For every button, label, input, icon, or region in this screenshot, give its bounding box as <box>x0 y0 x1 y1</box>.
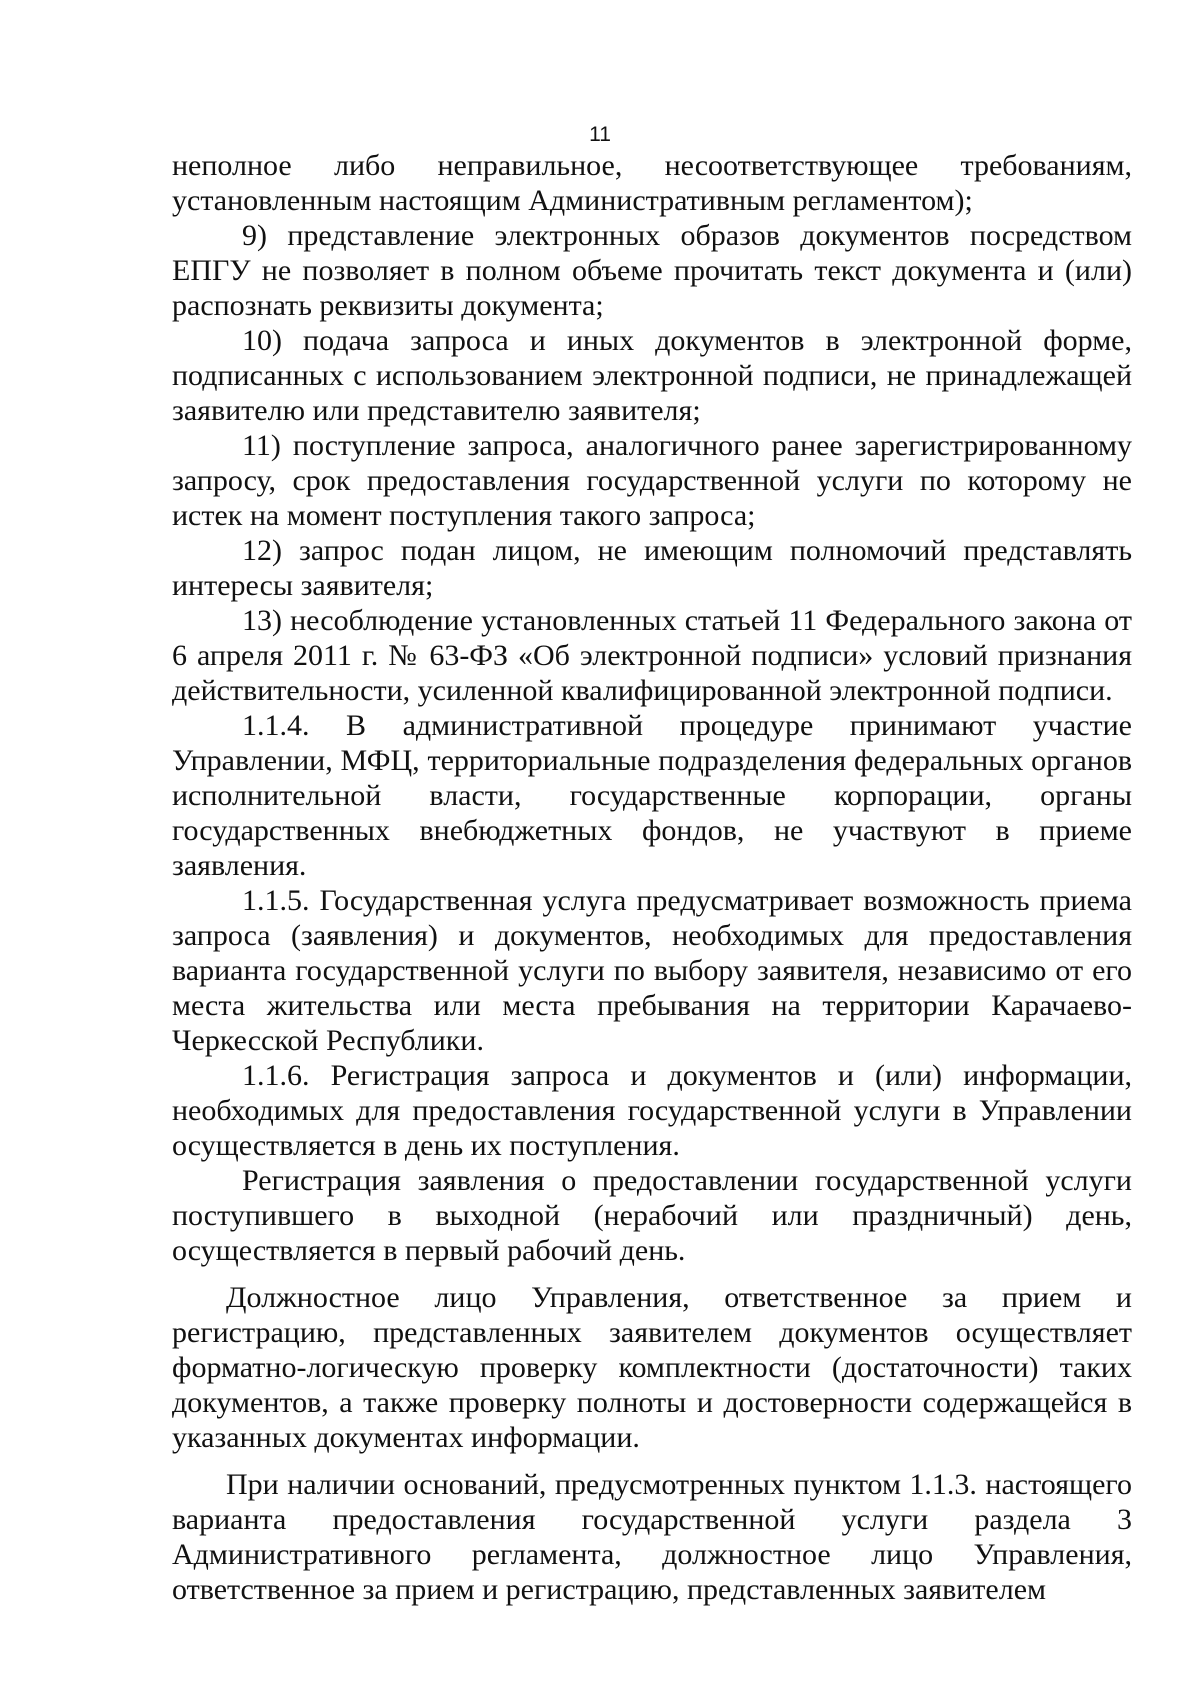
paragraph: При наличии оснований, предусмотренных пунктом 1.1.3. настоящего варианта предоставления государственной услуги раздела 3 Административного регламента, должностное лицо Управления, ответственное за прием и регистрацию, представленных заявителем <box>172 1468 1132 1606</box>
paragraph: 12) запрос подан лицом, не имеющим полномочий представлять интересы заявителя; <box>172 534 1132 602</box>
paragraph: 1.1.6. Регистрация запроса и документов и (или) информации, необходимых для предоставления государственной услуги в Управлении осуществляется в день их поступления. <box>172 1059 1132 1162</box>
paragraph: 9) представление электронных образов документов посредством ЕПГУ не позволяет в полном объеме прочитать текст документа и (или) распознать реквизиты документа; <box>172 219 1132 322</box>
page-number: 11 <box>589 123 611 146</box>
paragraph: 13) несоблюдение установленных статьей 11 Федерального закона от 6 апреля 2011 г. № 63-ФЗ «Об электронной подписи» условий признания действительности, усиленной квалифицированной электронной подписи. <box>172 604 1132 707</box>
paragraph: 10) подача запроса и иных документов в электронной форме, подписанных с использованием электронной подписи, не принадлежащей заявителю или представителю заявителя; <box>172 324 1132 427</box>
document-body <box>172 148 1132 1607</box>
paragraph: 11) поступление запроса, аналогичного ранее зарегистрированному запросу, срок предоставления государственной услуги по которому не истек на момент поступления такого запроса; <box>172 429 1132 532</box>
paragraph: 1.1.5. Государственная услуга предусматривает возможность приема запроса (заявления) и документов, необходимых для предоставления варианта государственной услуги по выбору заявителя, независимо от его места жительства или места пребывания на территории Карачаево-Черкесской Республики. <box>172 884 1132 1057</box>
paragraph: 1.1.4. В административной процедуре принимают участие Управлении, МФЦ, территориальные подразделения федеральных органов исполнительной власти, государственные корпорации, органы государственных внебюджетных фондов, не участвуют в приеме заявления. <box>172 709 1132 882</box>
paragraph: Должностное лицо Управления, ответственное за прием и регистрацию, представленных заявителем документов осуществляет форматно-логическую проверку комплектности (достаточности) таких документов, а также проверку полноты и достоверности содержащейся в указанных документах информации. <box>172 1281 1132 1454</box>
paragraph: неполное либо неправильное, несоответствующее требованиям, установленным настоящим Административным регламентом); <box>172 149 1132 217</box>
paragraph: Регистрация заявления о предоставлении государственной услуги поступившего в выходной (нерабочий или праздничный) день, осуществляется в первый рабочий день. <box>172 1164 1132 1267</box>
